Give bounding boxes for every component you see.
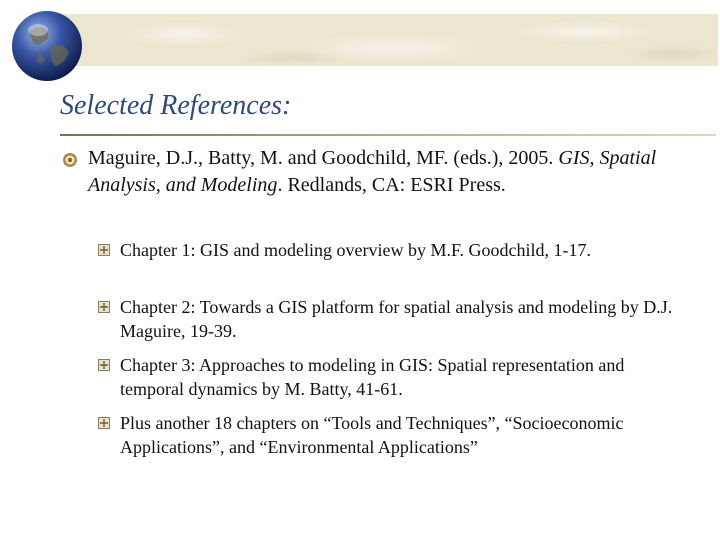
chapter-text: Chapter 1: GIS and modeling overview by M.F. Goodchild, 1-17.	[120, 240, 591, 260]
reference-authors: Maguire, D.J., Batty, M. and Goodchild, MF. (eds.), 2005.	[88, 147, 554, 169]
reference-book-title: GIS, Spatial Analysis, and Modeling	[88, 147, 657, 196]
reference-entry	[88, 145, 688, 199]
square-cross-bullet-icon	[98, 417, 110, 429]
reference-publisher: . Redlands, CA: ESRI Press.	[277, 174, 506, 196]
title-divider	[60, 134, 716, 136]
circle-bullet-icon	[62, 152, 78, 168]
square-cross-bullet-icon	[98, 359, 110, 371]
square-cross-bullet-icon	[98, 301, 110, 313]
square-cross-bullet-icon	[98, 244, 110, 256]
header-banner	[64, 14, 718, 66]
globe-icon	[11, 10, 83, 82]
chapter-text: Chapter 2: Towards a GIS platform for spatial analysis and modeling by D.J. Maguire, 19-39.	[120, 297, 673, 341]
chapter-text: Plus another 18 chapters on “Tools and Techniques”, “Socioeconomic Applications”, and “Environmental Applications”	[120, 413, 624, 457]
chapter-text: Chapter 3: Approaches to modeling in GIS: Spatial representation and temporal dynamics by M. Batty, 41-61.	[120, 355, 625, 399]
slide-title: Selected References:	[60, 90, 292, 121]
